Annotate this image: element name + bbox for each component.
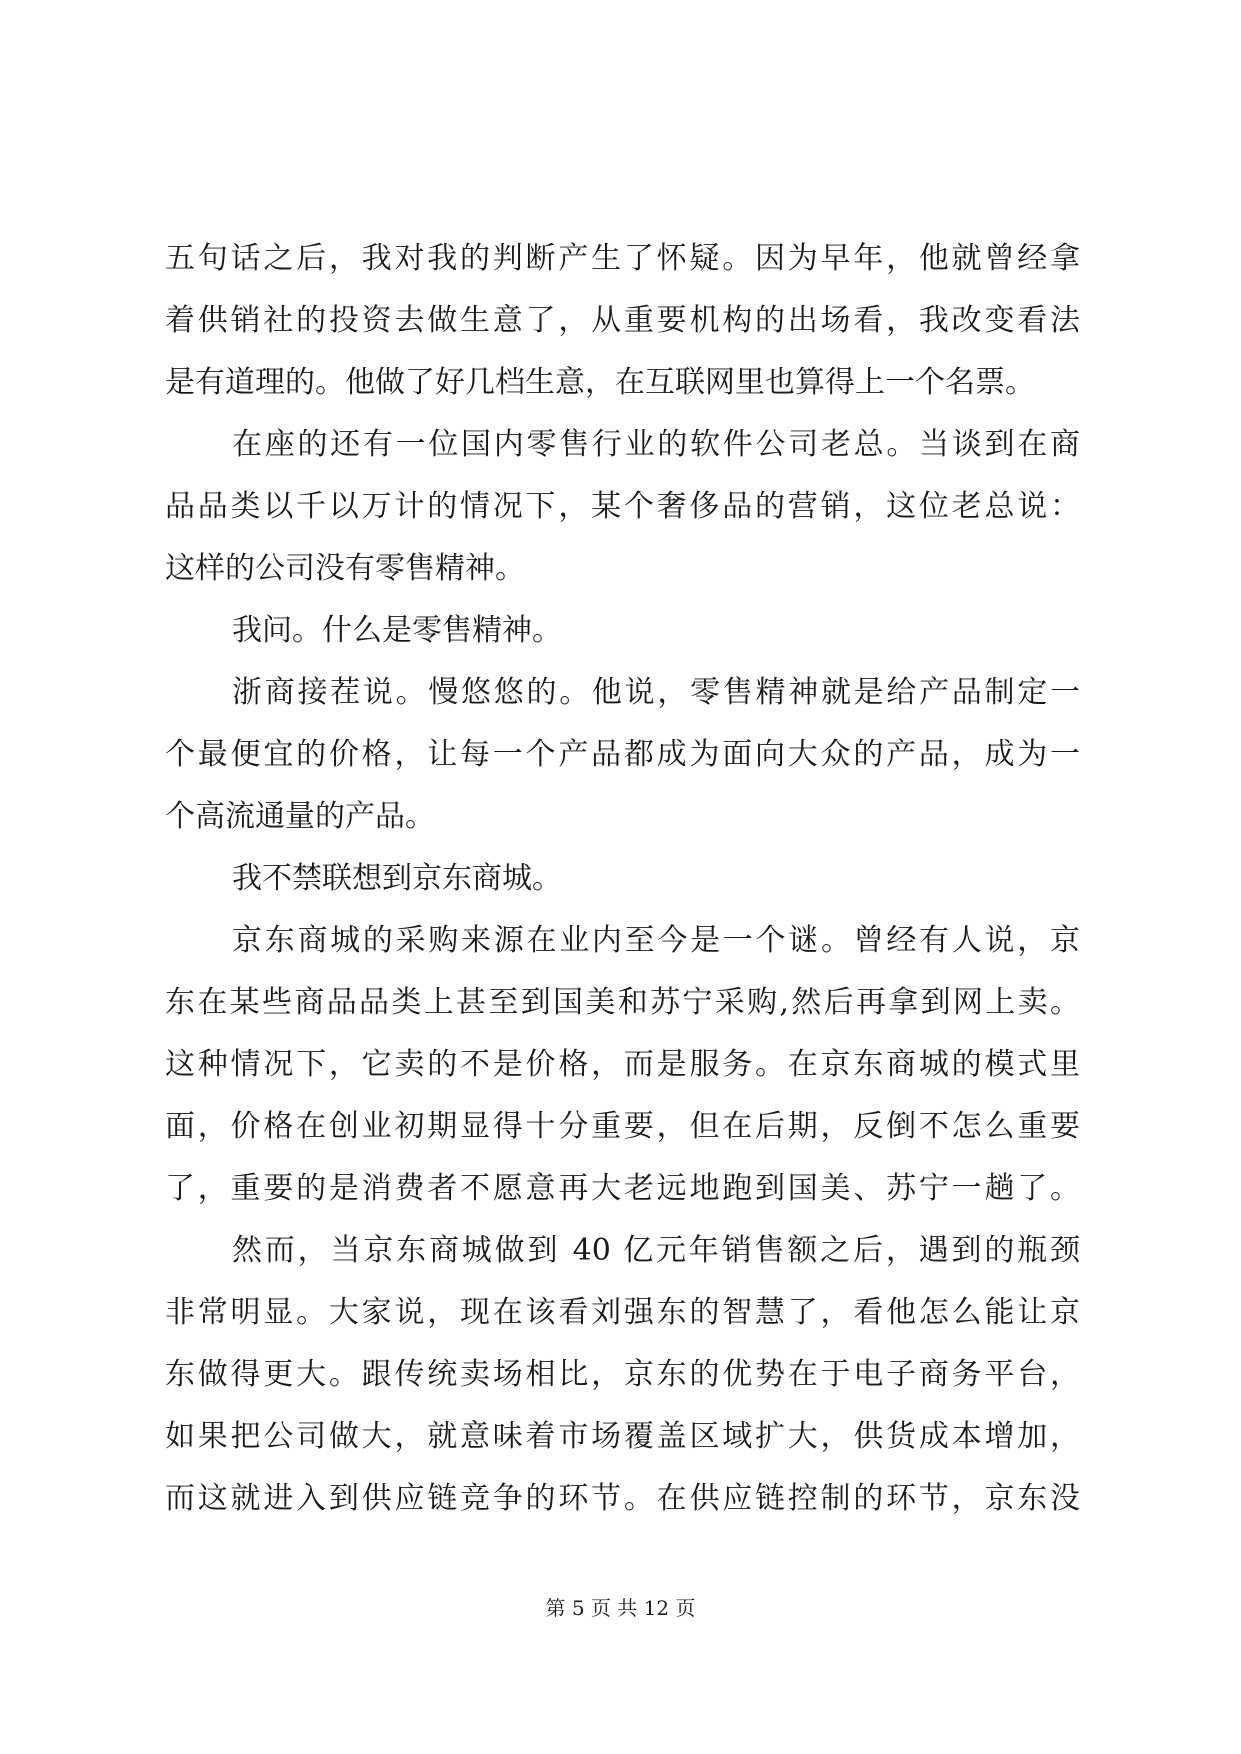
text-line: 东做得更大。跟传统卖场相比，京东的优势在于电子商务平台， <box>165 1357 1080 1392</box>
text-line: 了，重要的是消费者不愿意再大老远地跑到国美、苏宁一趟了。 <box>165 1171 1080 1206</box>
paragraph <box>165 662 1080 848</box>
text-line: 而这就进入到供应链竞争的环节。在供应链控制的环节，京东没 <box>165 1481 1080 1516</box>
text-line: 如果把公司做大，就意味着市场覆盖区域扩大，供货成本增加， <box>165 1419 1080 1454</box>
text-line: 个高流通量的产品。 <box>165 799 435 834</box>
text-line: 这样的公司没有零售精神。 <box>165 551 525 586</box>
paragraph <box>165 600 1080 662</box>
text-line: 东在某些商品品类上甚至到国美和苏宁采购,然后再拿到网上卖。 <box>165 985 1080 1020</box>
text-line: 我问。什么是零售精神。 <box>232 613 562 648</box>
document-body <box>165 228 1080 1530</box>
text-line: 个最便宜的价格，让每一个产品都成为面向大众的产品，成为一 <box>165 737 1080 772</box>
text-line: 是有道理的。他做了好几档生意，在互联网里也算得上一个名票。 <box>165 365 1035 400</box>
text-line: 浙商接茬说。慢悠悠的。他说，零售精神就是给产品制定一 <box>232 675 1080 710</box>
text-line: 面，价格在创业初期显得十分重要，但在后期，反倒不怎么重要 <box>165 1109 1080 1144</box>
text-line: 然而，当京东商城做到 40 亿元年销售额之后，遇到的瓶颈 <box>232 1233 1080 1268</box>
text-line: 京东商城的采购来源在业内至今是一个谜。曾经有人说，京 <box>232 923 1080 958</box>
text-line: 五句话之后，我对我的判断产生了怀疑。因为早年，他就曾经拿 <box>165 241 1080 276</box>
page-number-footer: 第 5 页 共 12 页 <box>545 1596 696 1620</box>
paragraph <box>165 910 1080 1220</box>
text-line: 品品类以千以万计的情况下，某个奢侈品的营销，这位老总说： <box>165 489 1080 524</box>
text-line: 着供销社的投资去做生意了，从重要机构的出场看，我改变看法 <box>165 303 1080 338</box>
paragraph <box>165 414 1080 600</box>
text-line: 在座的还有一位国内零售行业的软件公司老总。当谈到在商 <box>232 427 1080 462</box>
paragraph <box>165 848 1080 910</box>
paragraph <box>165 1220 1080 1530</box>
text-line: 这种情况下，它卖的不是价格，而是服务。在京东商城的模式里 <box>165 1047 1080 1082</box>
paragraph <box>165 228 1080 414</box>
text-line: 我不禁联想到京东商城。 <box>232 861 562 896</box>
text-line: 非常明显。大家说，现在该看刘强东的智慧了，看他怎么能让京 <box>165 1295 1080 1330</box>
